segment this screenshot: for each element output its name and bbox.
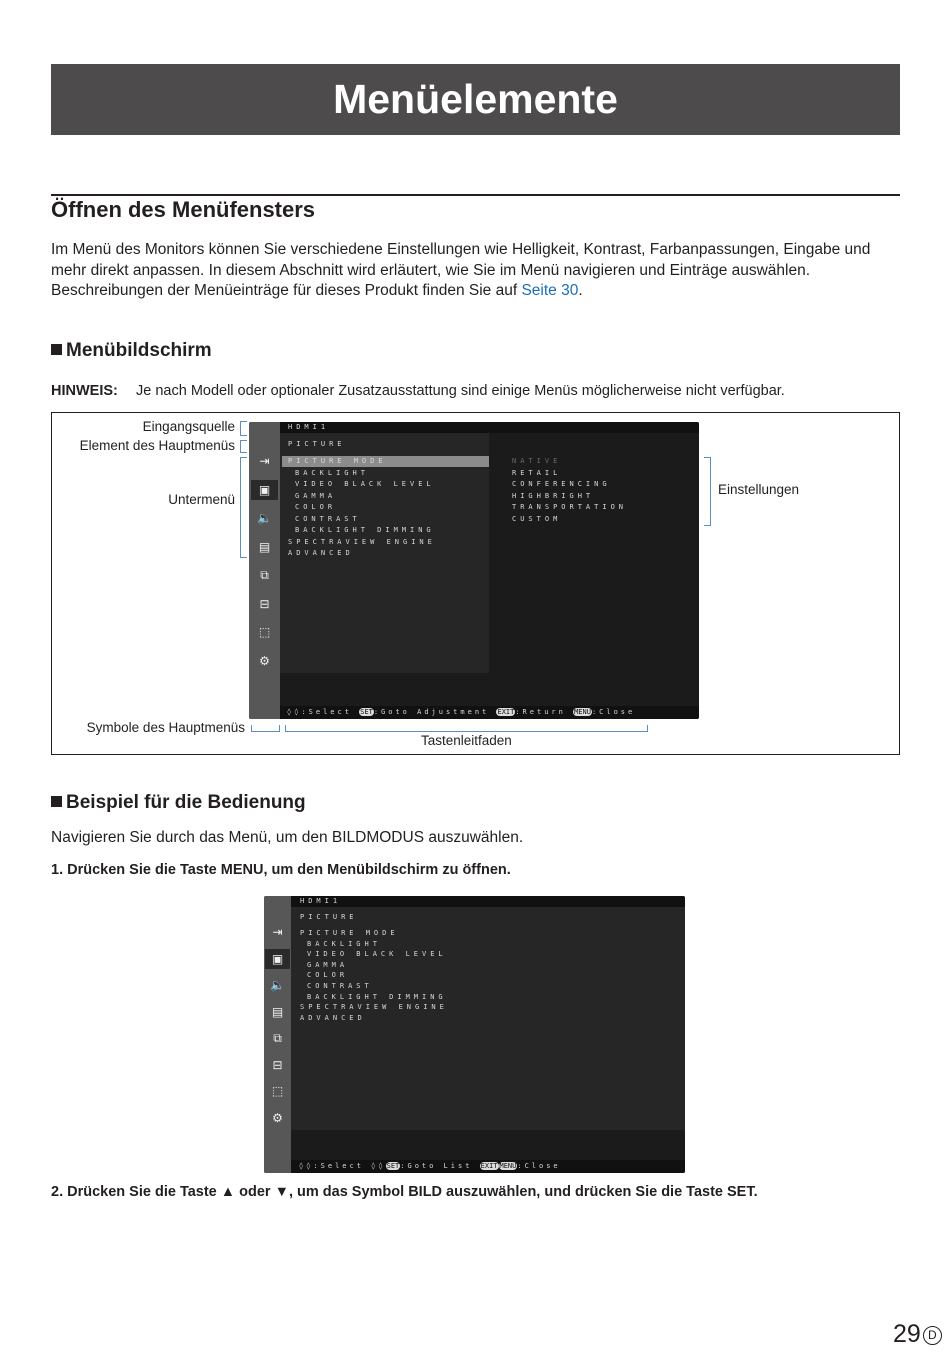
- input-bar: [291, 896, 685, 907]
- callout-settings: Einstellungen: [718, 482, 800, 497]
- intro-text: Im Menü des Monitors können Sie verschiedene Einstellungen wie Helligkeit, Kontrast, Farbanpassungen, Eingabe und mehr direkt anpassen. In diesem Abschnitt wird erläutert, wie Sie im Menü navigieren und Einträge auswählen. Beschreibungen der Menüeinträge für dieses Produkt finden Sie auf: [51, 241, 871, 299]
- submenu-item[interactable]: GAMMA: [295, 491, 337, 500]
- menu-key: MENU: [499, 1162, 517, 1170]
- guide-close: :Close: [517, 1162, 561, 1170]
- submenu-item[interactable]: SPECTRAVIEW ENGINE: [288, 537, 436, 546]
- key-guide: [299, 1162, 561, 1170]
- input-bar: [280, 422, 699, 433]
- protect-icon[interactable]: ⬚: [271, 1084, 284, 1098]
- guide-goto: :Goto Adjustment: [373, 708, 490, 716]
- bracket-settings: [704, 457, 711, 526]
- menu-title: PICTURE: [300, 913, 358, 921]
- callout-key-guide: Tastenleitfaden: [421, 733, 512, 748]
- menu-screen-heading-text: Menübildschirm: [66, 340, 212, 361]
- section-rule: [51, 194, 900, 196]
- intro-end: .: [578, 282, 583, 299]
- guide-goto: :Goto List: [400, 1162, 473, 1170]
- setting-option[interactable]: HIGHBRIGHT: [512, 491, 595, 500]
- callout-input-source: Eingangsquelle: [142, 419, 235, 434]
- bracket-main-menu-item: [240, 440, 247, 453]
- guide-return: :Return: [515, 708, 566, 716]
- system-icon[interactable]: ⚙: [259, 653, 270, 668]
- menu-screen-heading: [51, 340, 212, 362]
- page-number-value: 29: [893, 1320, 921, 1348]
- multi-input-icon[interactable]: ⧉: [273, 1031, 282, 1045]
- submenu-item[interactable]: BACKLIGHT DIMMING: [295, 526, 435, 534]
- menu-title: PICTURE: [288, 440, 346, 448]
- note-text: Je nach Modell oder optionaler Zusatzausstattung sind einige Menüs möglicherweise nicht verfügbar.: [136, 383, 785, 399]
- osd-screen: [249, 422, 699, 719]
- guide-select: :Select: [301, 708, 352, 716]
- setting-option[interactable]: CUSTOM: [512, 514, 562, 523]
- example-intro: Navigieren Sie durch das Menü, um den BILDMODUS auszuwählen.: [51, 829, 524, 846]
- setting-option[interactable]: CONFERENCING: [512, 480, 611, 488]
- note-label: HINWEIS:: [51, 383, 118, 399]
- menu-figure: [51, 412, 900, 755]
- bracket-main-menu-icons: [251, 725, 280, 732]
- guide-close: :Close: [591, 708, 636, 716]
- square-bullet-icon: [51, 796, 62, 807]
- system-icon[interactable]: ⚙: [272, 1110, 283, 1125]
- osd-screen-example: [264, 896, 685, 1173]
- menu-key: MENU: [574, 708, 591, 716]
- submenu-item[interactable]: VIDEO BLACK LEVEL: [307, 950, 447, 959]
- square-bullet-icon: [51, 344, 62, 355]
- schedule-icon[interactable]: ▤: [258, 539, 271, 554]
- bracket-input-source: [240, 421, 247, 436]
- callout-main-menu-icons: Symbole des Hauptmenüs: [86, 720, 245, 735]
- intro-paragraph: [51, 240, 903, 302]
- page-number: [893, 1320, 942, 1349]
- submenu-item[interactable]: ADVANCED: [288, 549, 354, 557]
- example-heading-text: Beispiel für die Bedienung: [66, 792, 306, 813]
- protect-icon[interactable]: ⬚: [258, 625, 271, 639]
- setting-option[interactable]: TRANSPORTATION: [512, 503, 628, 511]
- set-key: SET: [360, 708, 373, 716]
- multi-input-icon[interactable]: ⧉: [260, 568, 269, 582]
- page-link[interactable]: Seite 30: [521, 282, 579, 299]
- submenu-item[interactable]: PICTURE MODE: [300, 929, 399, 937]
- callout-main-menu-item: Element des Hauptmenüs: [79, 438, 235, 453]
- input-icon[interactable]: ⇥: [259, 454, 270, 468]
- submenu-item[interactable]: CONTRAST: [307, 982, 373, 990]
- nav-keys-icon: ◊◊: [287, 708, 302, 716]
- exit-key: EXIT: [497, 708, 515, 716]
- section-heading: Öffnen des Menüfensters: [51, 197, 316, 222]
- step-1: 1. Drücken Sie die Taste MENU, um den Menübildschirm zu öffnen.: [51, 862, 511, 878]
- submenu-item[interactable]: VIDEO BLACK LEVEL: [295, 480, 435, 488]
- example-heading: [51, 792, 306, 814]
- setting-option[interactable]: NATIVE: [512, 457, 562, 465]
- submenu-item[interactable]: COLOR: [295, 503, 337, 511]
- submenu-item[interactable]: COLOR: [307, 971, 349, 980]
- schedule-icon[interactable]: ▤: [271, 1004, 284, 1019]
- language-badge: D: [923, 1326, 942, 1345]
- input-icon[interactable]: ⇥: [272, 925, 283, 939]
- key-guide: [287, 708, 635, 716]
- guide-select: :Select: [313, 1162, 364, 1170]
- bracket-key-guide: [285, 725, 648, 732]
- submenu-item[interactable]: ADVANCED: [300, 1013, 366, 1022]
- submenu-item[interactable]: CONTRAST: [295, 514, 361, 523]
- input-source-label: HDMI1: [300, 897, 342, 905]
- input-source-label: HDMI1: [288, 423, 330, 431]
- step-2: 2. Drücken Sie die Taste ▲ oder ▼, um das Symbol BILD auszuwählen, und drücken Sie die Taste SET.: [51, 1184, 758, 1200]
- callout-submenu: Untermenü: [168, 492, 235, 507]
- exit-key: EXIT: [480, 1162, 498, 1170]
- picture-icon[interactable]: ▣: [251, 480, 278, 500]
- audio-icon[interactable]: 🔈: [270, 978, 285, 992]
- submenu-item[interactable]: BACKLIGHT: [295, 468, 369, 477]
- submenu-item[interactable]: GAMMA: [307, 960, 349, 969]
- audio-icon[interactable]: 🔈: [257, 511, 272, 525]
- set-key: SET: [386, 1162, 400, 1170]
- submenu-item[interactable]: SPECTRAVIEW ENGINE: [300, 1003, 448, 1012]
- picture-icon[interactable]: ▣: [265, 949, 290, 969]
- setting-option[interactable]: RETAIL: [512, 468, 562, 477]
- bracket-submenu: [240, 457, 247, 558]
- submenu-item[interactable]: BACKLIGHT: [307, 939, 381, 948]
- network-icon[interactable]: ⊟: [272, 1057, 283, 1072]
- network-icon[interactable]: ⊟: [259, 596, 270, 611]
- nav-keys-icon: ◊◊: [371, 1162, 386, 1170]
- nav-keys-icon: ◊◊: [299, 1162, 314, 1170]
- note: [51, 383, 785, 399]
- submenu-item[interactable]: PICTURE MODE: [288, 457, 387, 465]
- submenu-item[interactable]: BACKLIGHT DIMMING: [307, 992, 447, 1001]
- page-title: Menüelemente: [51, 64, 900, 135]
